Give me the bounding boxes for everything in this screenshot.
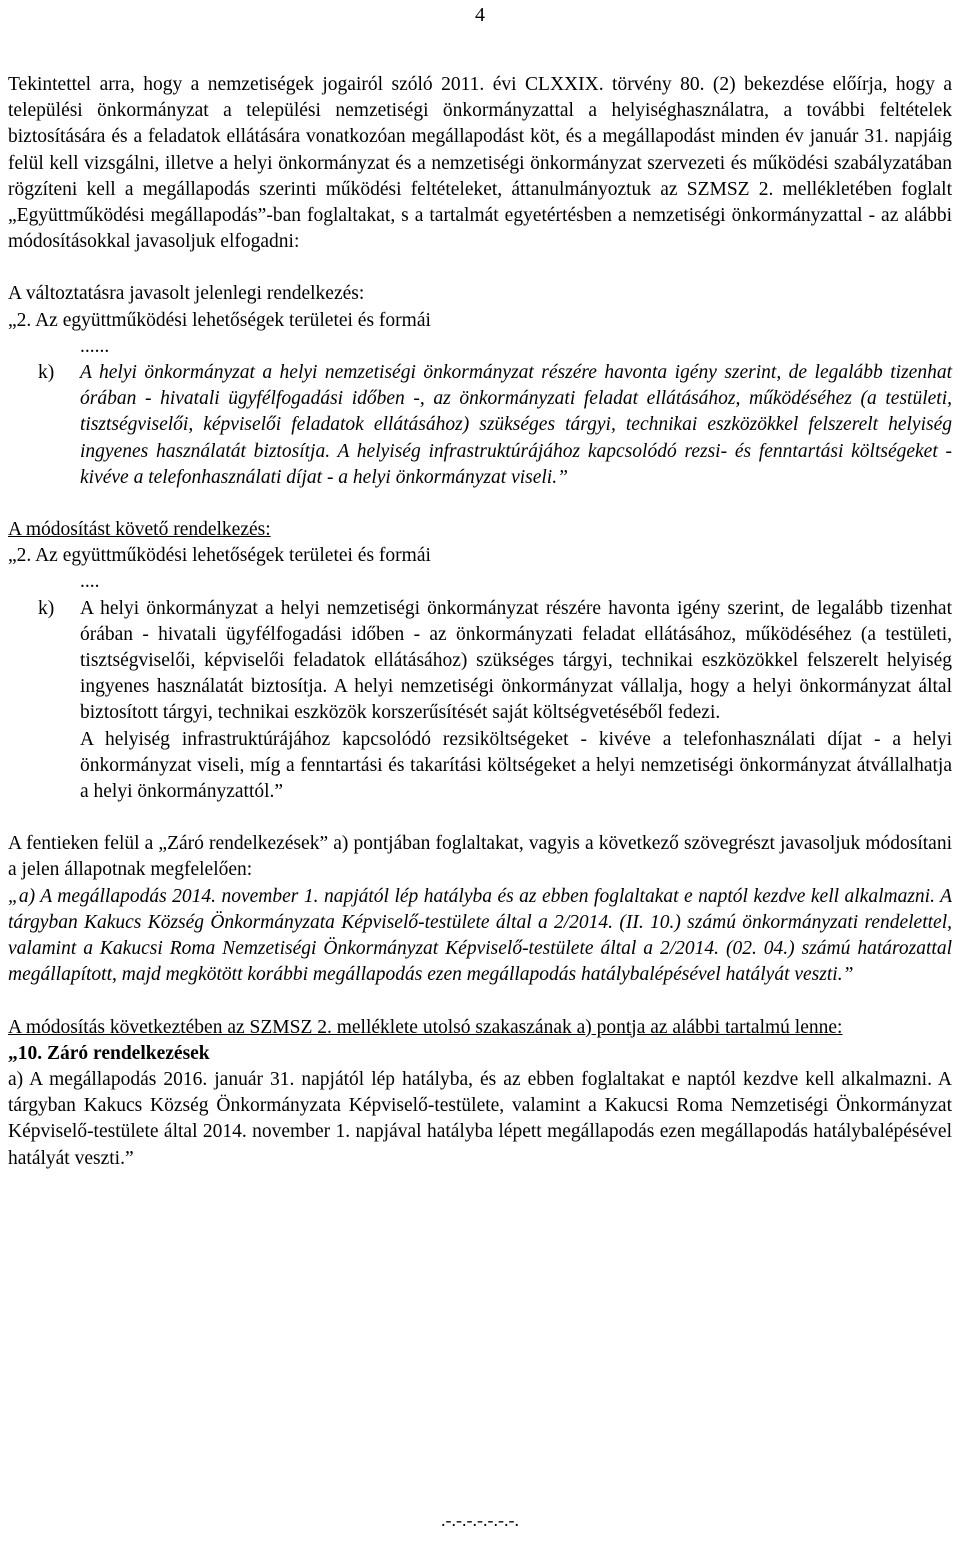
modified-item-k	[8, 596, 952, 727]
final-section-title: „10. Záró rendelkezések	[8, 1042, 210, 1064]
modified-item-text-2: A helyiség infrastruktúrájához kapcsolódó rezsiköltségeket - kivéve a telefonhasználati díjat - a helyi önkormányzat viseli, míg a fenntartási és takarítási költségeket a helyi nemzetiségi önkormányzat átvállalhatja a helyi önkormányzattól.”	[80, 728, 952, 803]
final-section-heading: A módosítás következtében az SZMSZ 2. melléklete utolsó szakaszának a) pontja az alábbi tartalmú lenne:	[8, 1016, 843, 1038]
closing-paragraph: A fentieken felül a „Záró rendelkezések” a) pontjában foglaltakat, vagyis a következő szövegrészt javasoljuk módosítani a jelen állapotnak megfelelően:	[8, 833, 952, 881]
item-label: k)	[38, 362, 55, 384]
current-item-k	[8, 360, 952, 491]
page-number: 4	[475, 4, 485, 26]
modified-provision-subheading: „2. Az együttműködési lehetőségek területei és formái	[8, 545, 431, 567]
current-ellipsis: ......	[80, 335, 110, 357]
modified-ellipsis: ....	[80, 571, 100, 593]
item-text: A helyi önkormányzat a helyi nemzetiségi önkormányzat részére havonta igény szerint, de legalább tizenhat órában - hivatali ügyfélfogadási időben - az önkormányzati feladat ellátásához, működéséhez (a testületi, tisztségviselői, képviselői feladatok ellátásához) szükséges tárgyi, technikai eszközökkel felszerelt helyiség ingyenes használatát biztosítja. A helyi nemzetiségi önkormányzat vállalja, hogy a helyi önkormányzat által biztosított tárgyi, technikai eszközök korszerűsítését saját költségvetéséből fedezi.	[80, 597, 952, 724]
final-section-text: a) A megállapodás 2016. január 31. napjától lép hatályba, és az ebben foglaltakat e naptól kezdve kell alkalmazni. A tárgyban Kakucs Község Önkormányzata Képviselő-testülete, valamint a Kakucsi Roma Nemzetiségi Önkormányzat Képviselő-testülete által 2014. november 1. napjával hatályba lépett megállapodás ezen megállapodás hatálybalépésével hatályát veszti.”	[8, 1068, 952, 1169]
current-provision-heading: A változtatásra javasolt jelenlegi rendelkezés:	[8, 283, 365, 305]
closing-quote: „a) A megállapodás 2014. november 1. napjától lép hatályba és az ebben foglaltakat e naptól kezdve kell alkalmazni. A tárgyban Kakucs Község Önkormányzata Képviselő-testülete által a 2/2014. (II. 10.) számú önkormányzati rendelettel, valamint a Kakucsi Roma Nemzetiségi Önkormányzat Képviselő-testülete által a 2/2014. (02. 04.) számú határozattal megállapított, majd megkötött korábbi megállapodás ezen megállapodás hatálybalépésével hatályát veszti.”	[8, 885, 952, 986]
current-provision-subheading: „2. Az együttműködési lehetőségek területei és formái	[8, 309, 431, 331]
intro-paragraph: Tekintettel arra, hogy a nemzetiségek jogairól szóló 2011. évi CLXXIX. törvény 80. (2) bekezdése előírja, hogy a települési önkormányzat a települési nemzetiségi önkormányzattal a helyiséghasználatra, a további feltételek biztosítására és a feladatok ellátására vonatkozóan megállapodást köt, és a megállapodást minden év január 31. napjáig felül kell vizsgálni, illetve a helyi önkormányzat és a nemzetiségi önkormányzat szervezeti és működési szabályzatában rögzíteni kell a megállapodás szerinti működési feltételeket, áttanulmányoztuk az SZMSZ 2. mellékletében foglalt „Együttműködési megállapodás”-ban foglaltakat, s a tartalmát egyetértésben a nemzetiségi önkormányzattal - az alábbi módosításokkal javasoljuk elfogadni:	[8, 74, 952, 253]
item-text: A helyi önkormányzat a helyi nemzetiségi önkormányzat részére havonta igény szerint, de legalább tizenhat órában - hivatali ügyfélfogadási időben -, az önkormányzati feladat ellátásához, működéséhez (a testületi, tisztségviselői, képviselői feladatok ellátásához) szükséges tárgyi, technikai eszközökkel felszerelt helyiség ingyenes használatát biztosítja. A helyiség infrastruktúrájához kapcsolódó rezsi- és fenntartási költségeket - kivéve a telefonhasználati díjat - a helyi önkormányzat viseli.”	[80, 362, 952, 488]
document-body	[8, 72, 952, 1172]
item-label: k)	[38, 597, 55, 619]
modified-provision-heading: A módosítást követő rendelkezés:	[8, 519, 271, 541]
footer-mark: .-.-.-.-.-.-.-.	[441, 1510, 519, 1530]
